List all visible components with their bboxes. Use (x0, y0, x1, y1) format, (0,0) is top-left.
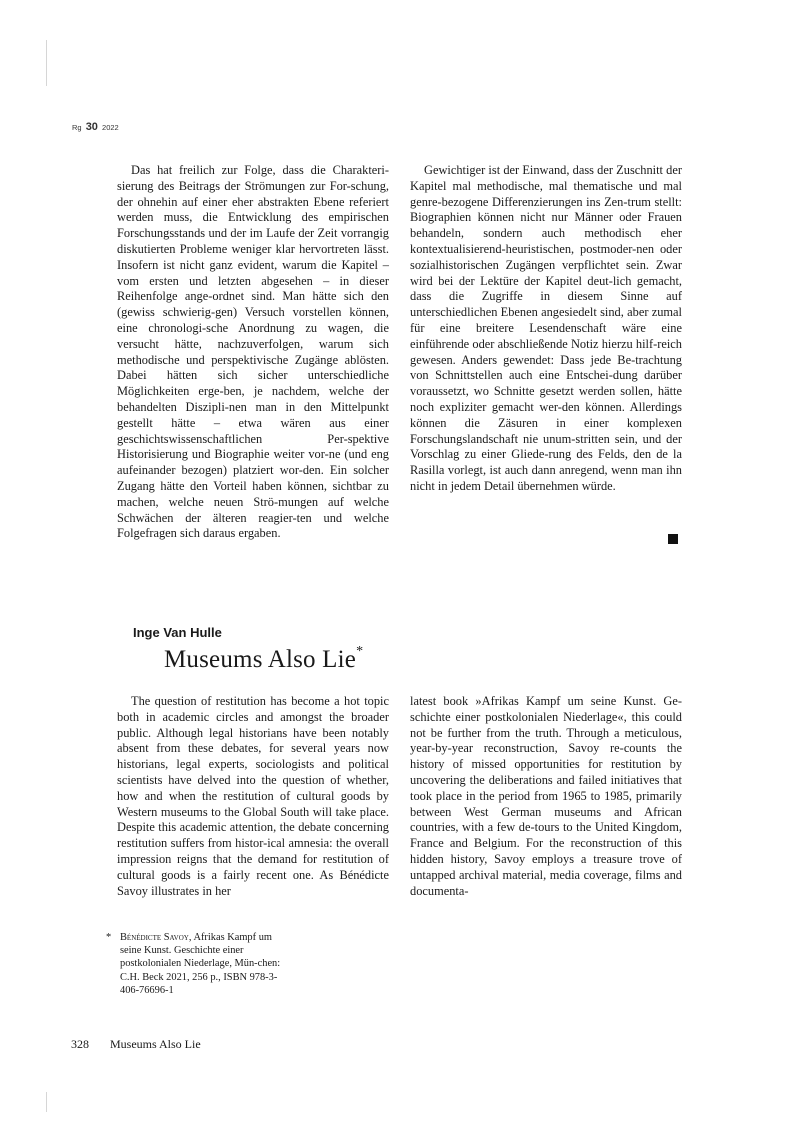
text-line: der Kapitel mal methodische, mal thematische und (410, 163, 682, 193)
text-line: rung des Felds, den de la Rasilla vorlegt, ist auch (410, 447, 682, 478)
text-line: um seine Kunst. Geschichte einer (120, 932, 272, 957)
end-of-article-mark (668, 534, 678, 544)
article-paragraph (410, 694, 682, 899)
text-line: stritten sein, und der Vorschlag zu einer Gliede- (410, 431, 682, 462)
text-line: goods by Western museums to the Global South (117, 788, 389, 819)
text-line: perspektivische Zugänge ablösten. Dabei hätten (117, 352, 389, 383)
text-line: counts the history of missed opportunities for (410, 741, 682, 772)
text-line: des empirischen Forschungsstands und der im (117, 210, 389, 241)
review-column-left (117, 163, 389, 542)
text-line: demand for restitution of cultural goods is a fairly (117, 851, 389, 882)
review-column-right (410, 163, 682, 495)
text-line: mal genre-bezogene Differenzierungen ins Zen- (410, 178, 682, 209)
text-line: gen) Versuch vorstellen können, eine chronologi- (117, 305, 389, 335)
text-line: schichte einer postkolonialen Niederlage«, this (410, 709, 655, 724)
text-line: sche Anordnung zu wagen, die versucht hätte, (117, 320, 390, 351)
text-line: den. Ein solcher Zugang hätte den Vorteil haben (117, 463, 389, 493)
text-line: nachzuverfolgen, warum sich methodische und (117, 336, 389, 367)
volume-year: 2022 (102, 123, 119, 132)
text-line: einführende oder abschließende Notiz hierzu hilf- (410, 336, 658, 351)
text-line: whether, how and when the restitution of cultural (117, 772, 389, 803)
text-line: restitution by uncovering the deliberations and (410, 757, 682, 787)
text-line: chen: C.H. Beck 2021, 256 p., (120, 958, 281, 983)
article-title-text: Museums Also Lie (164, 646, 357, 673)
running-head (72, 121, 119, 133)
text-line: debate concerning restitution suffers from histor- (117, 820, 389, 851)
page-number: 328 (71, 1037, 89, 1051)
text-line: years now historians, legal experts, sociologists and (117, 741, 389, 772)
text-line: broader public. Although legal historians have (117, 709, 389, 740)
article-paragraph (117, 694, 389, 899)
text-line: nen oder sozialhistorischen Zugängen verpflichtet (410, 241, 682, 272)
text-line: sierung des Beitrags der Strömungen zur For- (117, 178, 351, 193)
text-line: Ebene referiert werden muss, die Entwicklung (117, 194, 389, 225)
footnote-marker: * (106, 932, 112, 943)
text-line: Laufe der Zeit vorrangig diskutierten Probleme (117, 226, 389, 256)
text-line: den können. Allerdings können die Zäsuren in (410, 399, 682, 430)
text-line: ne (und eng aufeinander bezogen) platziert wor- (117, 447, 389, 478)
text-line: could not be further from the truth. Through a (410, 709, 682, 740)
text-line: werden sollen, hätte noch expliziter gemacht wer- (410, 384, 683, 414)
footer-running-title: Museums Also Lie (110, 1037, 201, 1051)
text-line: einer komplexen Forschungslandschaft nie unum- (410, 415, 682, 446)
text-line: ical amnesia: the overall impression reigns that the (117, 836, 389, 866)
text-line: lich gemacht, dass die Zugriffe in diesem Sinne auf (410, 273, 682, 304)
text-line: museums and African countries, with a few de- (410, 804, 682, 835)
text-line: zumal für eine breitere Lesendenschaft wäre eine (410, 305, 682, 335)
text-line: letzten abgesehen – in dieser Reihenfolge ange- (117, 273, 389, 304)
text-line: dung darüber voraussetzt, wo Schnitte gesetzt (410, 368, 682, 399)
text-line: spektive Historisierung und Biographie weiter vor- (117, 431, 389, 462)
page-footer (71, 1037, 201, 1052)
text-line: sein. Zwar wird bei der Lektüre der Kapitel deut- (410, 257, 682, 288)
text-line: been notably absent from these debates, for several (117, 725, 390, 756)
text-line: mungen auf welche Schwächen der älteren reagier- (117, 494, 389, 525)
text-line: recent one. As Bénédicte Savoy illustrates in her (117, 867, 389, 898)
text-line: weniger klar hervortreten lässt. Insofern ist nicht (117, 241, 389, 272)
text-line: employs a treasure trove of untapped archival (410, 851, 682, 882)
text-line: wären aus einer geschichtswissenschaftlichen Per- (117, 415, 389, 446)
text-line: material, media coverage, films and documenta- (410, 867, 682, 898)
crop-mark-bottom (46, 1092, 47, 1112)
text-line: dann anregend, wenn man ihn nicht in jedem (410, 463, 682, 493)
text-line: ben, je nachdem, welche der behandelten Diszipli- (117, 384, 389, 414)
text-line: reich gewesen. Anders gewendet: Dass jede Be- (410, 336, 682, 367)
text-line: Das hat freilich zur Folge, dass die Charakteri- (131, 163, 389, 177)
text-line: latest book »Afrikas Kampf um seine Kunst. Ge- (410, 694, 682, 708)
review-paragraph (410, 163, 682, 495)
text-line: 1965 to 1985, primarily between West German (410, 788, 682, 819)
text-line: Gewichtiger ist der Einwand, dass der Zuschnitt (424, 163, 667, 177)
article-column-right (410, 694, 682, 899)
crop-mark-top (46, 40, 47, 86)
text-line: nen man in den Mittelpunkt gestellt hätte – etwa (117, 399, 389, 430)
text-line: trum stellt: Biographien können nicht nur Männer (410, 194, 682, 225)
text-line: , Afrikas Kampf (188, 932, 259, 943)
text-line: ISBN 978-3-406-76696-1 (120, 971, 278, 996)
text-line: ordnet sind. Man hätte sich den (gewiss schwierig- (117, 289, 389, 320)
text-line: ten und welche Folgefragen sich daraus ergaben. (117, 510, 389, 541)
text-line: tours to the United Kingdom, France and Belgium. (410, 820, 682, 851)
footnote (106, 931, 286, 997)
text-line: können, sichtbar zu machen, welche neuen Strö- (117, 478, 390, 509)
text-line: trachtung von Schnittstellen auch eine Entschei- (410, 352, 682, 383)
text-line: For the reconstruction of this hidden history, Savoy (410, 836, 683, 866)
text-line: eher kontextualisierend-heuristischen, postmoder- (410, 226, 682, 256)
text-line: oder Frauen behandeln, sondern auch methodisch (410, 210, 682, 241)
text-line: will take place. Despite this academic attention, the (117, 804, 389, 835)
text-line: political scientists have delved into the question of (117, 757, 389, 787)
article-title (164, 646, 363, 674)
text-line: sich sicher unterschiedliche Möglichkeiten erge- (117, 368, 389, 399)
article-author: Inge Van Hulle (133, 625, 222, 640)
text-line: topic both in academic circles and amongst the (117, 694, 389, 724)
text-line: The question of restitution has become a hot (131, 694, 365, 708)
journal-abbrev: Rg (72, 123, 82, 132)
text-line: schung, der ohnehin auf einer eher abstrakten (117, 178, 389, 209)
volume-number: 30 (85, 121, 98, 133)
footnote-text (120, 931, 286, 997)
text-line: Detail übernehmen würde. (483, 478, 616, 493)
text-line: meticulous, year-by-year reconstruction, Savoy re- (410, 725, 682, 756)
title-footnote-marker: * (356, 644, 364, 659)
text-line: unterschiedlichen Ebenen angesiedelt sind, aber (410, 305, 652, 320)
text-line: postkolonialen Niederlage, Mün- (120, 958, 258, 970)
review-paragraph (117, 163, 389, 542)
article-column-left (117, 694, 389, 899)
footnote-author: Bénédicte Savoy (120, 932, 189, 943)
text-line: failed initiatives that took place in the period from (410, 772, 682, 803)
text-line: ganz evident, warum die Kapitel – vom ersten und (117, 257, 390, 288)
